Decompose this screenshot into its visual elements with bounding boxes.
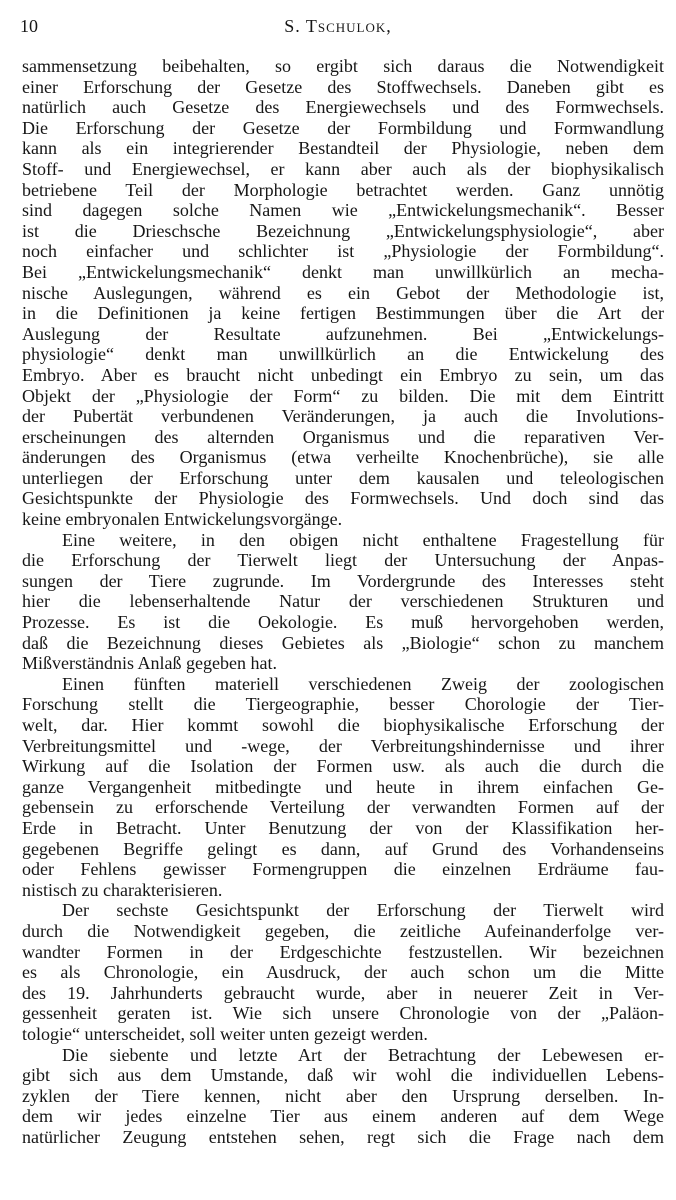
text-line: betriebene Teil der Morphologie betrachtet werden. Ganz unnötig [22,179,664,200]
text-line: Objekt der „Physiologie der Form“ zu bilden. Die mit dem Eintritt [22,385,664,406]
text-line: einer Erforschung der Gesetze des Stoffwechsels. Daneben gibt es [22,76,664,97]
running-head [20,16,656,42]
text-line: Der sechste Gesichtspunkt der Erforschung der Tierwelt wird [62,900,664,921]
text-line: dem wir jedes einzelne Tier aus einem anderen auf dem Wege [22,1106,664,1127]
text-line: oder Fehlens gewisser Formengruppen die einzelnen Erdräume fau- [22,859,664,880]
text-line: natürlich auch Gesetze des Energiewechsels und des Formwechsels. [22,97,664,118]
text-line: keine embryonalen Entwickelungsvorgänge. [22,509,343,530]
text-line: in die Definitionen ja keine fertigen Bestimmungen über die Art der [22,303,664,324]
text-line: Verbreitungsmittel und -wege, der Verbreitungshindernisse und ihrer [22,735,664,756]
text-line: welt, dar. Hier kommt sowohl die biophysikalische Erforschung der [22,715,664,735]
text-line: kann als ein integrierender Bestandteil der Physiologie, neben dem [22,138,664,159]
text-line: Mißverständnis Anlaß gegeben hat. [22,653,277,674]
text-line: sammensetzung beibehalten, so ergibt sich daraus die Notwendigkeit [22,56,664,76]
text-line: hier die lebenserhaltende Natur der verschiedenen Strukturen und [22,591,664,612]
text-line: Forschung stellt die Tiergeographie, besser Chorologie der Tier- [22,694,664,715]
text-line: sind dagegen solche Namen wie „Entwickelungsmechanik“. Besser [22,200,664,221]
text-line: ganze Vergangenheit mitbedingte und heute in ihrem einfachen Ge- [22,776,664,797]
text-line: gegebenen Begriffe gelingt es dann, auf Grund des Vorhandenseins [22,838,664,859]
text-line: Auslegung der Resultate aufzunehmen. Bei „Entwickelungs- [22,323,664,344]
text-line: des 19. Jahrhunderts gebraucht wurde, aber in neuerer Zeit in Ver- [22,982,664,1003]
text-line: unterliegen der Erforschung unter dem kausalen und teleologischen [22,467,664,488]
text-line: zyklen der Tiere kennen, nicht aber den Ursprung derselben. In- [22,1085,664,1106]
text-line: die Erforschung der Tierwelt liegt der Untersuchung der Anpas- [22,550,664,571]
text-line: daß die Bezeichnung dieses Gebietes als „Biologie“ schon zu manchem [22,632,664,653]
text-line: Erde in Betracht. Unter Benutzung der von der Klassifikation her- [22,817,664,838]
text-line: nische Auslegungen, während es ein Gebot der Methodologie ist, [22,282,664,303]
text-line: gibt sich aus dem Umstande, daß wir wohl die individuellen Lebens- [22,1065,664,1086]
page-number: 10 [20,16,38,36]
text-line: noch einfacher und schlichter ist „Physiologie der Formbildung“. [22,241,664,262]
text-line: gessenheit geraten ist. Wie sich unsere Chronologie von der „Paläon- [22,1003,664,1024]
text-line: Prozesse. Es ist die Oekologie. Es muß hervorgehoben werden, [22,612,664,633]
body-text [22,56,664,1147]
text-line: änderungen des Organismus (etwa verheilte Knochenbrüche), sie alle [22,447,664,468]
text-line: natürlicher Zeugung entstehen sehen, regt sich die Frage nach dem [22,1126,664,1147]
text-line: es als Chronologie, ein Ausdruck, der auch schon um die Mitte [22,962,664,983]
text-line: Einen fünften materiell verschiedenen Zweig der zoologischen [62,673,664,694]
text-line: nistisch zu charakterisieren. [22,879,223,900]
text-line: Die Erforschung der Gesetze der Formbildung und Formwandlung [22,117,664,138]
text-line: der Pubertät verbundenen Veränderungen, ja auch die Involutions- [22,406,664,427]
text-line: durch die Notwendigkeit gegeben, die zeitliche Aufeinanderfolge ver- [22,920,664,941]
text-line: Bei „Entwickelungsmechanik“ denkt man unwillkürlich an mecha- [22,261,664,282]
text-line: wandter Formen in der Erdgeschichte festzustellen. Wir bezeichnen [22,941,664,962]
text-line: ist die Drieschsche Bezeichnung „Entwickelungsphysiologie“, aber [22,220,664,241]
running-title: S. Tschulok, [284,16,392,36]
text-line: erscheinungen des alternden Organismus und die reparativen Ver- [22,426,664,447]
text-line: gebensein zu erforschende Verteilung der verwandten Formen auf der [22,797,664,818]
text-line: Gesichtspunkte der Physiologie des Formwechsels. Und doch sind das [22,488,664,509]
text-line: Eine weitere, in den obigen nicht enthaltene Fragestellung für [62,529,664,550]
text-line: Embryo. Aber es braucht nicht unbedingt ein Embryo zu sein, um das [22,364,664,385]
text-line: Wirkung auf die Isolation der Formen usw. als auch die durch die [22,756,664,777]
text-line: physiologie“ denkt man unwillkürlich an die Entwickelung des [22,344,664,365]
text-line: Die siebente und letzte Art der Betrachtung der Lebewesen er- [62,1044,664,1065]
text-line: tologie“ unterscheidet, soll weiter unten gezeigt werden. [22,1023,428,1044]
text-line: sungen der Tiere zugrunde. Im Vordergrunde des Interesses steht [22,570,664,591]
text-line: Stoff- und Energiewechsel, er kann aber auch als der biophysikalisch [22,158,664,179]
